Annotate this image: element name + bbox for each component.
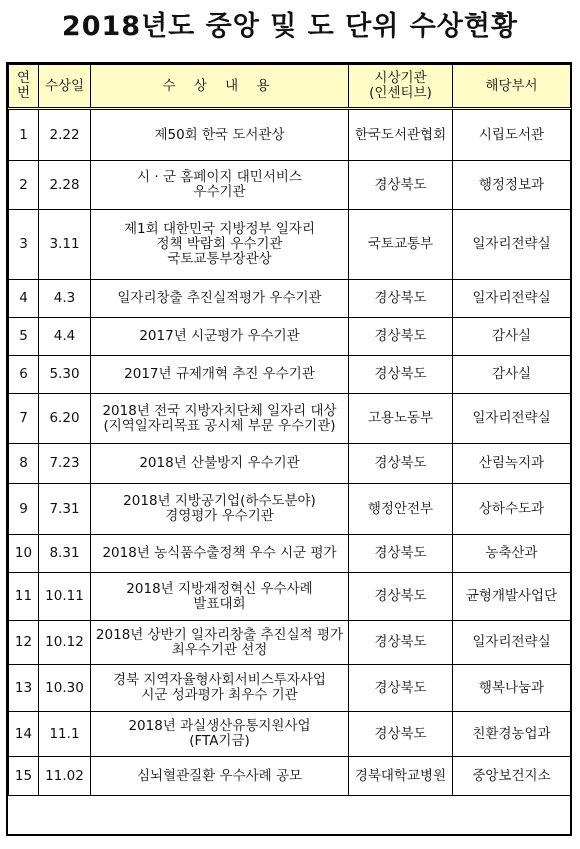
cell-dept: 감사실	[453, 356, 571, 394]
cell-org: 경상북도	[349, 356, 453, 394]
table-row	[9, 535, 571, 573]
cell-org: 경상북도	[349, 573, 453, 621]
table-row	[9, 210, 571, 280]
table-row	[9, 621, 571, 665]
cell-content	[91, 318, 349, 356]
table-row	[9, 444, 571, 484]
table-row	[9, 665, 571, 712]
cell-content	[91, 757, 349, 796]
cell-no: 11	[9, 573, 39, 621]
awards-table	[8, 64, 571, 796]
cell-no: 1	[9, 109, 39, 161]
header-org	[349, 65, 453, 109]
content-line: 2017년 규제개혁 추진 우수기관	[124, 366, 315, 382]
cell-date: 10.12	[39, 621, 91, 665]
table-row	[9, 394, 571, 444]
content-line: 시군 성과평가 최우수 기관	[141, 687, 298, 703]
content-line: 제50회 한국 도서관상	[154, 126, 285, 143]
cell-dept: 중앙보건지소	[453, 757, 571, 796]
content-line: (FTA기금)	[189, 733, 250, 749]
cell-org: 경상북도	[349, 161, 453, 210]
cell-content	[91, 573, 349, 621]
header-org-line1: 시상기관	[374, 70, 427, 86]
content-line: 정책 박람회 우수기관	[156, 236, 283, 252]
cell-no: 5	[9, 318, 39, 356]
cell-date: 7.23	[39, 444, 91, 484]
table-row	[9, 280, 571, 318]
cell-content	[91, 109, 349, 161]
cell-dept: 상하수도과	[453, 484, 571, 535]
cell-date: 6.20	[39, 394, 91, 444]
cell-dept: 시립도서관	[453, 109, 571, 161]
cell-content	[91, 394, 349, 444]
cell-content	[91, 484, 349, 535]
content-line: 경영평가 우수기관	[165, 508, 274, 524]
table-row	[9, 318, 571, 356]
cell-dept: 행복나눔과	[453, 665, 571, 712]
cell-dept: 일자리전략실	[453, 394, 571, 444]
cell-org: 경상북도	[349, 621, 453, 665]
cell-date: 11.02	[39, 757, 91, 796]
content-line: 2018년 지방공기업(하수도분야)	[123, 493, 316, 509]
cell-dept: 행정정보과	[453, 161, 571, 210]
cell-content	[91, 161, 349, 210]
cell-org: 경상북도	[349, 712, 453, 757]
cell-dept: 일자리전략실	[453, 210, 571, 280]
cell-date: 10.30	[39, 665, 91, 712]
cell-date: 10.11	[39, 573, 91, 621]
content-line: 시 · 군 홈페이지 대민서비스	[137, 169, 302, 185]
cell-date: 3.11	[39, 210, 91, 280]
cell-no: 7	[9, 394, 39, 444]
cell-date: 2.22	[39, 109, 91, 161]
cell-content	[91, 280, 349, 318]
awards-table-frame	[6, 62, 572, 836]
cell-dept: 친환경농업과	[453, 712, 571, 757]
cell-org: 국토교통부	[349, 210, 453, 280]
cell-no: 15	[9, 757, 39, 796]
cell-no: 12	[9, 621, 39, 665]
cell-date: 4.4	[39, 318, 91, 356]
cell-no: 10	[9, 535, 39, 573]
cell-org: 한국도서관협회	[349, 109, 453, 161]
cell-content	[91, 444, 349, 484]
cell-no: 14	[9, 712, 39, 757]
cell-dept: 균형개발사업단	[453, 573, 571, 621]
cell-org: 경상북도	[349, 318, 453, 356]
table-row	[9, 484, 571, 535]
content-line: 일자리창출 추진실적평가 우수기관	[117, 290, 322, 306]
cell-no: 3	[9, 210, 39, 280]
cell-dept: 일자리전략실	[453, 280, 571, 318]
table-row	[9, 712, 571, 757]
content-line: 국토교통부장관상	[167, 251, 272, 267]
table-row	[9, 573, 571, 621]
cell-dept: 감사실	[453, 318, 571, 356]
cell-no: 13	[9, 665, 39, 712]
content-line: 2017년 시군평가 우수기관	[139, 328, 300, 344]
cell-dept: 일자리전략실	[453, 621, 571, 665]
content-line: 2018년 전국 지방자치단체 일자리 대상	[102, 402, 337, 419]
content-line: 2018년 산불방지 우수기관	[139, 455, 300, 471]
header-date: 수상일	[39, 65, 91, 109]
header-no: 연번	[9, 65, 39, 109]
cell-org: 고용노동부	[349, 394, 453, 444]
table-row	[9, 356, 571, 394]
header-content: 수 상 내 용	[91, 65, 349, 109]
table-row	[9, 757, 571, 796]
cell-content	[91, 210, 349, 280]
cell-date: 8.31	[39, 535, 91, 573]
cell-no: 2	[9, 161, 39, 210]
cell-content	[91, 535, 349, 573]
cell-date: 4.3	[39, 280, 91, 318]
cell-date: 5.30	[39, 356, 91, 394]
content-line: 경북 지역자율형사회서비스투자사업	[113, 672, 326, 688]
cell-content	[91, 665, 349, 712]
cell-org: 경상북도	[349, 535, 453, 573]
content-line: 발표대회	[193, 595, 246, 612]
cell-no: 6	[9, 356, 39, 394]
cell-dept: 농축산과	[453, 535, 571, 573]
cell-date: 7.31	[39, 484, 91, 535]
content-line: 제1회 대한민국 지방정부 일자리	[124, 221, 315, 237]
content-line: (지역일자리목표 공시제 부문 우수기관)	[103, 417, 336, 434]
cell-date: 2.28	[39, 161, 91, 210]
cell-org: 경상북도	[349, 280, 453, 318]
cell-org: 경상북도	[349, 665, 453, 712]
table-row	[9, 161, 571, 210]
cell-no: 4	[9, 280, 39, 318]
cell-org: 경북대학교병원	[349, 757, 453, 796]
content-line: 심뇌혈관질환 우수사례 공모	[136, 767, 303, 784]
cell-date: 11.1	[39, 712, 91, 757]
cell-content	[91, 712, 349, 757]
cell-org: 경상북도	[349, 444, 453, 484]
content-line: 2018년 농식품수출정책 우수 시군 평가	[102, 545, 337, 561]
cell-content	[91, 621, 349, 665]
content-line: 2018년 지방재정혁신 우수사례	[126, 580, 313, 597]
cell-no: 9	[9, 484, 39, 535]
content-line: 2018년 과실생산유통지원사업	[128, 718, 311, 734]
cell-content	[91, 356, 349, 394]
header-org-line2: (인센티브)	[369, 85, 432, 101]
cell-org: 행정안전부	[349, 484, 453, 535]
content-line: 우수기관	[193, 184, 246, 200]
cell-dept: 산림녹지과	[453, 444, 571, 484]
content-line: 최우수기관 선정	[171, 641, 268, 658]
content-line: 2018년 상반기 일자리창출 추진실적 평가	[95, 626, 344, 643]
header-dept: 해당부서	[453, 65, 571, 109]
header-row	[9, 65, 571, 109]
page-title: 2018년도 중앙 및 도 단위 수상현황	[61, 11, 519, 42]
table-row	[9, 109, 571, 161]
cell-no: 8	[9, 444, 39, 484]
